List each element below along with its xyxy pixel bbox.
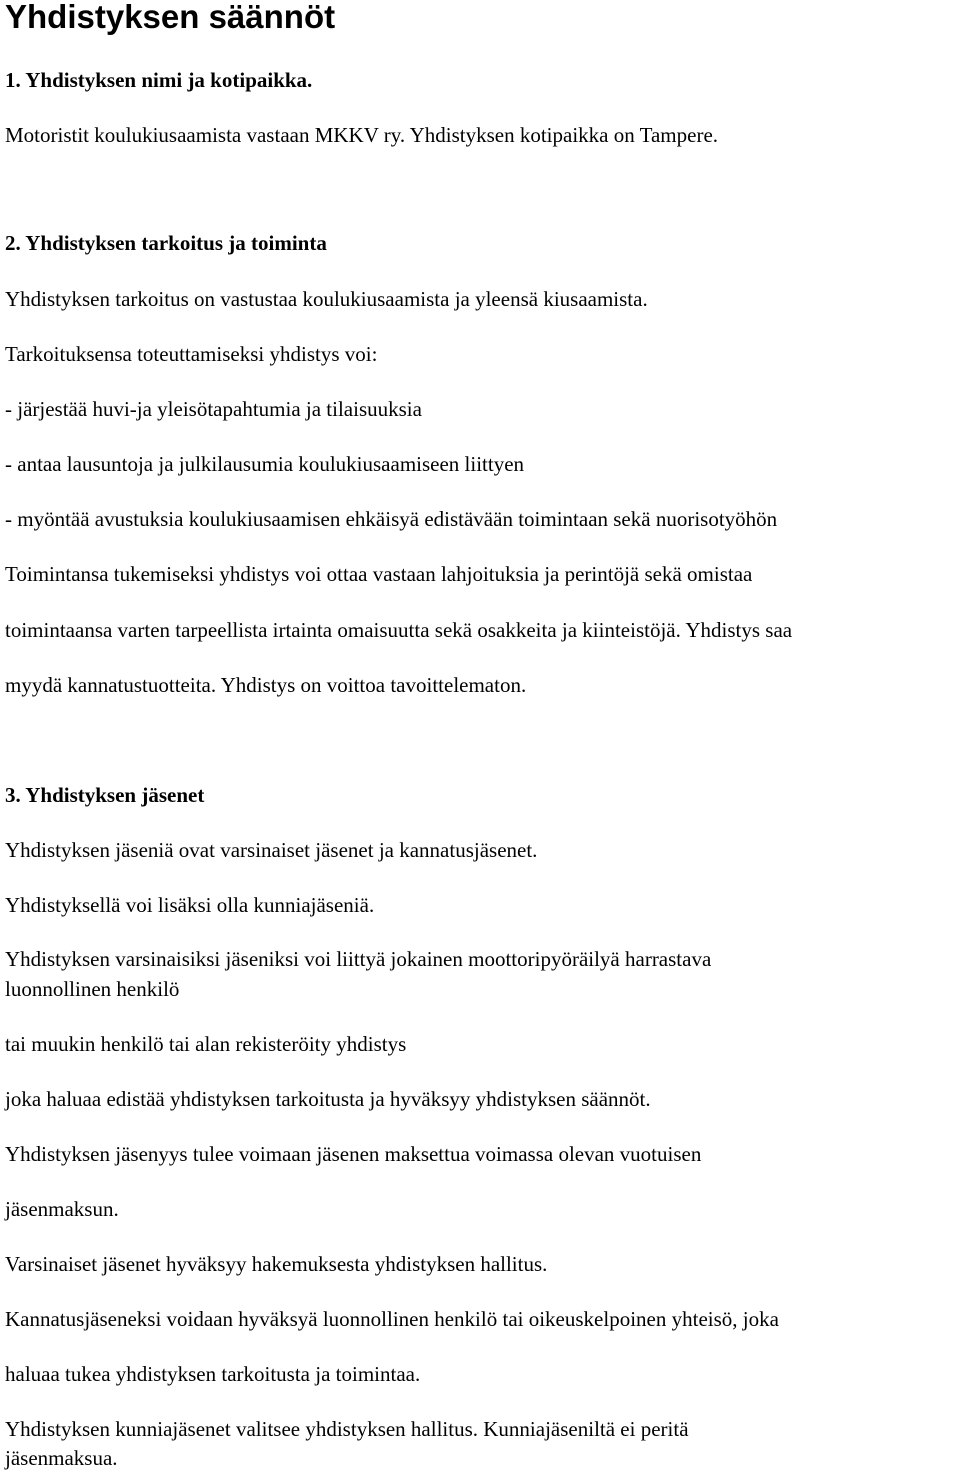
section-3-line: Yhdistyksellä voi lisäksi olla kunniajäseniä. [5,893,375,917]
section-3-heading: 3. Yhdistyksen jäsenet [5,783,205,807]
section-2-heading: 2. Yhdistyksen tarkoitus ja toiminta [5,231,327,255]
section-3-line: jäsenmaksun. [5,1197,119,1221]
section-3-line: Yhdistyksen varsinaisiksi jäseniksi voi liittyä jokainen moottoripyöräilyä harrastava [5,947,712,971]
section-2-line: Tarkoituksensa toteuttamiseksi yhdistys voi: [5,342,378,366]
section-2-line: toimintaansa varten tarpeellista irtainta omaisuutta sekä osakkeita ja kiinteistöjä. Yhdistys saa [5,618,793,642]
section-3-line: Varsinaiset jäsenet hyväksyy hakemuksesta yhdistyksen hallitus. [5,1252,548,1276]
section-3-line: tai muukin henkilö tai alan rekisteröity yhdistys [5,1032,407,1056]
section-3-line: jäsenmaksua. [5,1446,118,1470]
section-3-line: Yhdistyksen jäseniä ovat varsinaiset jäsenet ja kannatusjäsenet. [5,838,538,862]
section-2-line: Yhdistyksen tarkoitus on vastustaa koulukiusaamista ja yleensä kiusaamista. [5,287,648,311]
section-1-line: Motoristit koulukiusaamista vastaan MKKV ry. Yhdistyksen kotipaikka on Tampere. [5,123,719,147]
section-1-heading: 1. Yhdistyksen nimi ja kotipaikka. [5,68,313,92]
document-title: Yhdistyksen säännöt [5,0,336,35]
section-3-line: Kannatusjäseneksi voidaan hyväksyä luonnollinen henkilö tai oikeuskelpoinen yhteisö, joka [5,1307,779,1331]
section-2-line: - antaa lausuntoja ja julkilausumia koulukiusaamiseen liittyen [5,452,525,476]
section-3-line: Yhdistyksen kunniajäsenet valitsee yhdistyksen hallitus. Kunniajäseniltä ei peritä [5,1417,689,1441]
section-3-line: haluaa tukea yhdistyksen tarkoitusta ja toimintaa. [5,1362,421,1386]
section-2-line: Toimintansa tukemiseksi yhdistys voi ottaa vastaan lahjoituksia ja perintöjä sekä omistaa [5,562,753,586]
section-2-line: myydä kannatustuotteita. Yhdistys on voittoa tavoittelematon. [5,673,527,697]
section-3-line: luonnollinen henkilö [5,977,180,1001]
section-3-line: Yhdistyksen jäsenyys tulee voimaan jäsenen maksettua voimassa olevan vuotuisen [5,1142,702,1166]
section-2-line: - myöntää avustuksia koulukiusaamisen ehkäisyä edistävään toimintaan sekä nuorisotyöhön [5,507,778,531]
section-3-line: joka haluaa edistää yhdistyksen tarkoitusta ja hyväksyy yhdistyksen säännöt. [5,1087,651,1111]
section-2-line: - järjestää huvi-ja yleisötapahtumia ja tilaisuuksia [5,397,422,421]
